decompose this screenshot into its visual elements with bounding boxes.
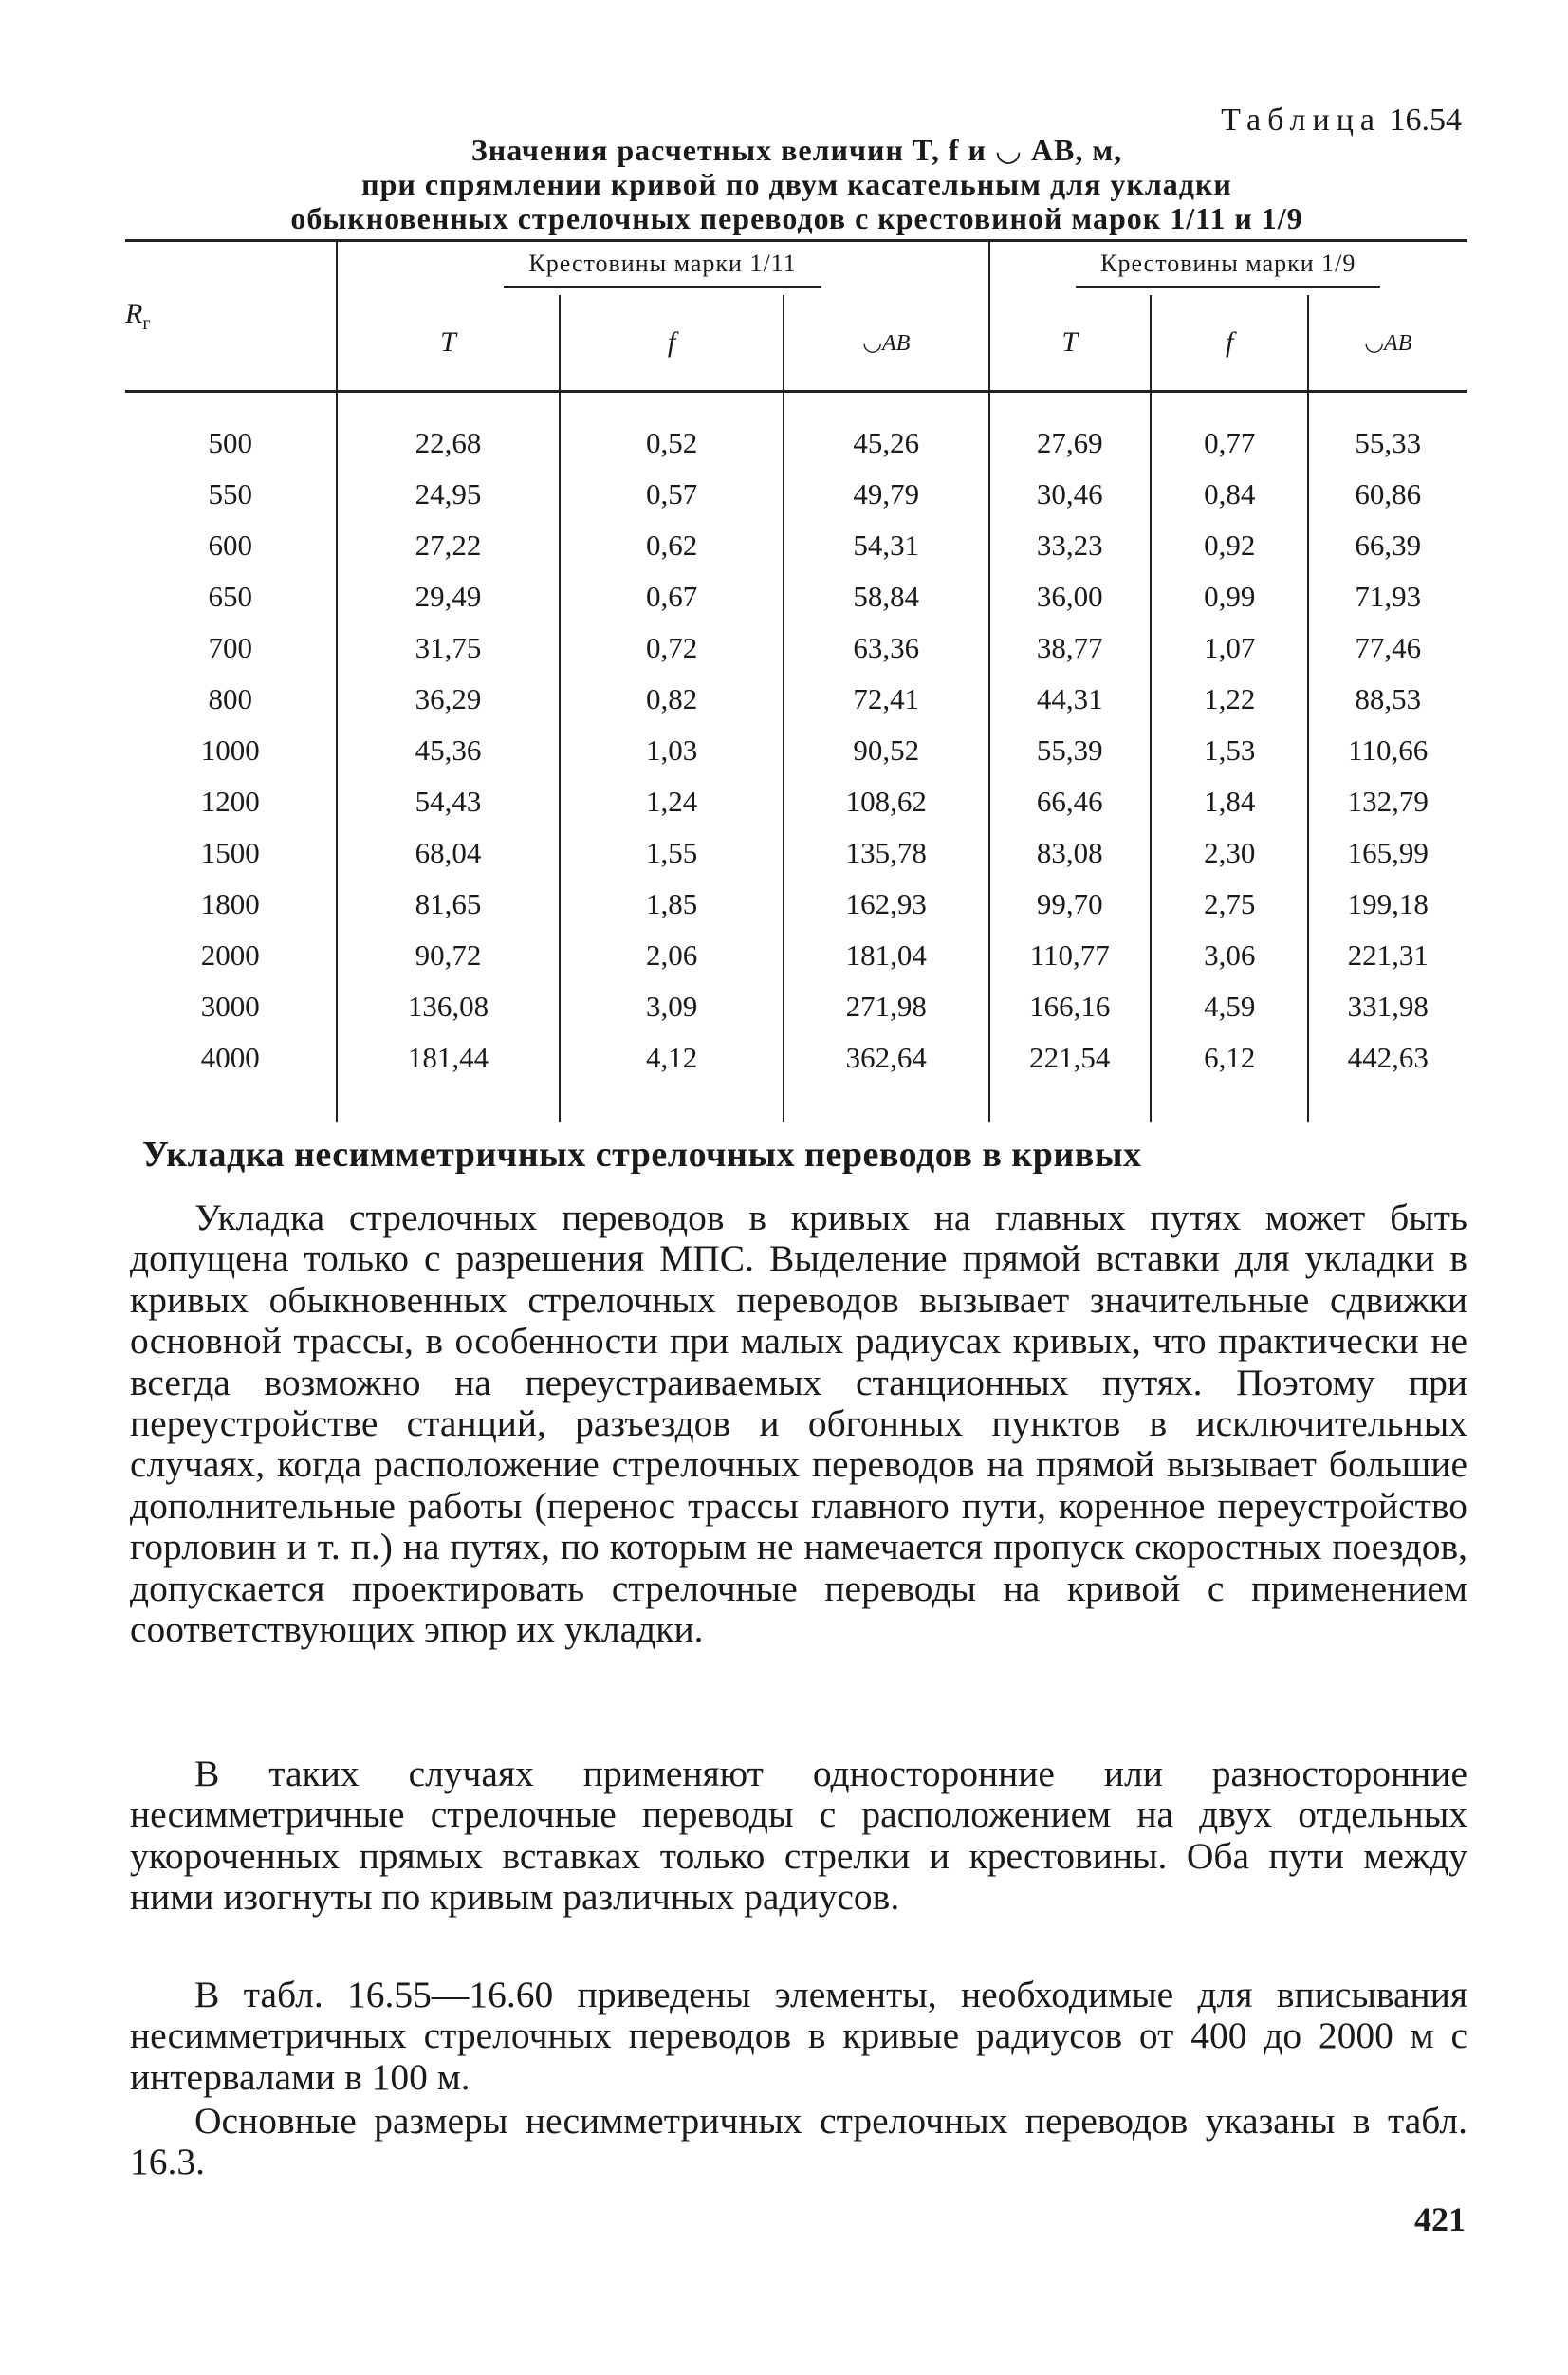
value-cell: 90,52	[784, 725, 989, 776]
group-header-1-9: Крестовины марки 1/9	[989, 241, 1467, 296]
col-header-arc-AB: ◡AB	[784, 295, 989, 392]
radius-cell: 550	[208, 477, 253, 510]
values-table	[125, 239, 1467, 1122]
value-cell: 81,65	[337, 879, 561, 930]
value-cell: 110,77	[989, 930, 1151, 981]
value-cell: 55,39	[989, 725, 1151, 776]
radius-cell: 500	[208, 426, 253, 459]
table-row	[125, 571, 1467, 622]
table-caption-line: Значения расчетных величин T, f и ◡ AB, м,	[470, 133, 1123, 167]
value-cell: 0,57	[560, 469, 784, 520]
radius-cell: 1500	[200, 836, 260, 869]
value-cell: 55,33	[1308, 392, 1467, 470]
paragraph: В табл. 16.55—16.60 приведены элементы, необходимые для вписывания несимметричных стрелочных переводов в кривые радиусов от 400 до 2000 м с интервалами в 100 м.	[130, 1974, 1467, 2098]
radius-cell: 1200	[200, 785, 260, 818]
value-cell: 71,93	[1308, 571, 1467, 622]
value-cell: 331,98	[1308, 981, 1467, 1032]
value-cell: 45,36	[337, 725, 561, 776]
table-number-word: Таблица	[1221, 102, 1381, 138]
table-body	[125, 392, 1467, 1123]
value-cell: 362,64	[784, 1032, 989, 1122]
table-row	[125, 392, 1467, 470]
value-cell: 1,55	[560, 827, 784, 879]
value-cell: 181,44	[337, 1032, 561, 1122]
value-cell: 6,12	[1151, 1032, 1308, 1122]
value-cell: 29,49	[337, 571, 561, 622]
value-cell: 271,98	[784, 981, 989, 1032]
group-header-1-11: Крестовины марки 1/11	[337, 241, 989, 296]
col-header-T: T	[337, 295, 561, 392]
table-row	[125, 776, 1467, 827]
col-header-f: f	[560, 295, 784, 392]
value-cell: 166,16	[989, 981, 1151, 1032]
table-row	[125, 725, 1467, 776]
value-cell: 165,99	[1308, 827, 1467, 879]
paragraph: Укладка стрелочных переводов в кривых на главных путях может быть допущена только с разрешения МПС. Выделение прямой вставки для укладки в кривых обыкновенных стрелочных переводов вызывает значительные сдвижки основной трассы, в особенности при малых радиусах кривых, что практически не всегда возможно на переустраиваемых станционных путях. Поэтому при переустройстве станций, разъездов и обгонных пунктов в исключительных случаях, когда расположение стрелочных переводов на прямой вызывает большие дополнительные работы (перенос трассы главного пути, коренное переустройство горловин и т. п.) на путях, по которым не намечается пропуск скоростных поездов, допускается проектировать стрелочные переводы на кривой с применением соответствующих эпюр их укладки.	[130, 1197, 1467, 1651]
value-cell: 27,22	[337, 520, 561, 571]
table-row	[125, 674, 1467, 725]
col-header-arc-AB: ◡AB	[1308, 295, 1467, 392]
value-cell: 3,06	[1151, 930, 1308, 981]
value-cell: 88,53	[1308, 674, 1467, 725]
value-cell: 49,79	[784, 469, 989, 520]
value-cell: 90,72	[337, 930, 561, 981]
paragraph: В таких случаях применяют односторонние или разносторонние несимметричные стрелочные переводы с расположением на двух отдельных укороченных прямых вставках только стрелки и крестовины. Оба пути между ними изогнуты по кривым различных радиусов.	[130, 1753, 1467, 1919]
value-cell: 54,43	[337, 776, 561, 827]
value-cell: 1,24	[560, 776, 784, 827]
value-cell: 58,84	[784, 571, 989, 622]
value-cell: 4,59	[1151, 981, 1308, 1032]
value-cell: 1,84	[1151, 776, 1308, 827]
paragraph: Основные размеры несимметричных стрелочных переводов указаны в табл. 16.3.	[130, 2100, 1467, 2183]
radius-cell: 3000	[200, 990, 260, 1023]
value-cell: 36,00	[989, 571, 1151, 622]
value-cell: 66,46	[989, 776, 1151, 827]
value-cell: 162,93	[784, 879, 989, 930]
value-cell: 2,75	[1151, 879, 1308, 930]
value-cell: 221,54	[989, 1032, 1151, 1122]
value-cell: 0,52	[560, 392, 784, 470]
radius-cell: 1000	[200, 733, 260, 767]
value-cell: 0,82	[560, 674, 784, 725]
value-cell: 54,31	[784, 520, 989, 571]
table-row	[125, 1032, 1467, 1122]
value-cell: 3,09	[560, 981, 784, 1032]
value-cell: 0,67	[560, 571, 784, 622]
table-row	[125, 520, 1467, 571]
col-header-T: T	[989, 295, 1151, 392]
value-cell: 221,31	[1308, 930, 1467, 981]
value-cell: 30,46	[989, 469, 1151, 520]
table-row	[125, 622, 1467, 674]
value-cell: 33,23	[989, 520, 1151, 571]
value-cell: 199,18	[1308, 879, 1467, 930]
value-cell: 1,22	[1151, 674, 1308, 725]
radius-cell: 800	[208, 682, 253, 715]
value-cell: 108,62	[784, 776, 989, 827]
col-header-f: f	[1151, 295, 1308, 392]
radius-cell: 600	[208, 529, 253, 562]
value-cell: 24,95	[337, 469, 561, 520]
table-row	[125, 930, 1467, 981]
value-cell: 72,41	[784, 674, 989, 725]
value-cell: 1,07	[1151, 622, 1308, 674]
value-cell: 0,84	[1151, 469, 1308, 520]
value-cell: 45,26	[784, 392, 989, 470]
table-row	[125, 879, 1467, 930]
value-cell: 27,69	[989, 392, 1151, 470]
value-cell: 44,31	[989, 674, 1151, 725]
value-cell: 181,04	[784, 930, 989, 981]
value-cell: 0,92	[1151, 520, 1308, 571]
table-row	[125, 981, 1467, 1032]
table-caption-line: при спрямлении кривой по двум касательным для укладки	[361, 167, 1232, 201]
value-cell: 38,77	[989, 622, 1151, 674]
value-cell: 4,12	[560, 1032, 784, 1122]
value-cell: 0,77	[1151, 392, 1308, 470]
value-cell: 83,08	[989, 827, 1151, 879]
value-cell: 99,70	[989, 879, 1151, 930]
value-cell: 63,36	[784, 622, 989, 674]
section-title: Укладка несимметричных стрелочных переводов в кривых	[142, 1135, 1142, 1175]
value-cell: 31,75	[337, 622, 561, 674]
value-cell: 77,46	[1308, 622, 1467, 674]
value-cell: 136,08	[337, 981, 561, 1032]
value-cell: 0,72	[560, 622, 784, 674]
value-cell: 36,29	[337, 674, 561, 725]
value-cell: 68,04	[337, 827, 561, 879]
table-caption-line: обыкновенных стрелочных переводов с крестовиной марок 1/11 и 1/9	[290, 201, 1303, 235]
value-cell: 2,06	[560, 930, 784, 981]
value-cell: 1,03	[560, 725, 784, 776]
value-cell: 135,78	[784, 827, 989, 879]
value-cell: 0,62	[560, 520, 784, 571]
value-cell: 442,63	[1308, 1032, 1467, 1122]
table-number-value: 16.54	[1389, 102, 1462, 138]
value-cell: 1,85	[560, 879, 784, 930]
value-cell: 110,66	[1308, 725, 1467, 776]
value-cell: 22,68	[337, 392, 561, 470]
value-cell: 1,53	[1151, 725, 1308, 776]
value-cell: 132,79	[1308, 776, 1467, 827]
row-header-radius: $R_г$	[125, 241, 337, 392]
page-number: 421	[1414, 2200, 1466, 2238]
table-row	[125, 469, 1467, 520]
radius-cell: 2000	[200, 938, 260, 972]
value-cell: 66,39	[1308, 520, 1467, 571]
radius-cell: 1800	[200, 887, 260, 920]
value-cell: 2,30	[1151, 827, 1308, 879]
value-cell: 0,99	[1151, 571, 1308, 622]
table-row	[125, 827, 1467, 879]
value-cell: 60,86	[1308, 469, 1467, 520]
radius-cell: 700	[208, 631, 253, 664]
table-caption	[123, 133, 1470, 235]
radius-cell: 4000	[200, 1041, 260, 1074]
radius-cell: 650	[208, 580, 253, 613]
